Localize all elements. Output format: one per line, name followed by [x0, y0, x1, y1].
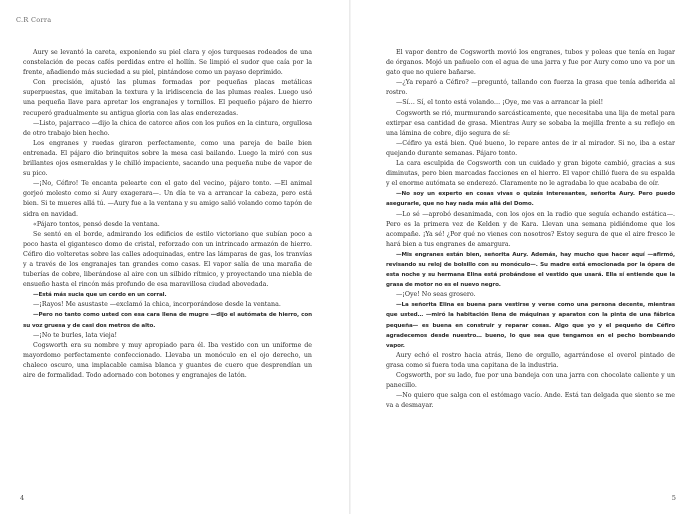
right-page-body: [386, 48, 675, 411]
paragraph: —Céfiro ya está bien. Qué bueno, lo repare antes de ir al mirador. Si no, iba a estar quejando durante semanas. Pájaro tonto.: [386, 139, 675, 157]
paragraph: —Está más sucia que un cerdo en un corral.: [33, 292, 167, 299]
paragraph: Cogsworth se rió, murmurando sarcásticamente, que necesitaba una lija de metal para extirpar esa cantidad de grasa. Mientras Aury se sobaba la mejilla frente a su reflejo en una lámina de cobre, dijo segura de sí:: [386, 109, 675, 137]
paragraph: Los engranes y ruedas giraron perfectamente, como una pareja de baile bien entrenada. El pájaro dio brinquitos sobre la mesa casi bailando. Luego la miró con sus brillantes ojos esmeraldas y le chilló impaciente, sacando una pequeña nube de vapor de su pico.: [23, 139, 312, 178]
paragraph: «Pájaro tontos, pensó desde la ventana.: [33, 220, 160, 228]
right-page-number: 5: [671, 494, 676, 502]
running-head-author: C.R Corra: [16, 16, 52, 24]
paragraph: Cogsworth, por su lado, fue por una bandeja con una jarra con chocolate caliente y un panecillo.: [386, 372, 675, 390]
paragraph: —Pero no tanto como usted con esa cara llena de mugre —dijo el autómata de hierro, con su voz gruesa y de casi dos metros de alto.: [23, 312, 312, 329]
paragraph: —La señorita Elina es buena para vestirse y verse como una persona decente, mientras que usted… —miró la habitación llena de máquinas y aparatos con la pinta de una fábrica pequeña— es buena en construir y reparar cosas. Algo que yo y el pequeño de Céfiro agradecemos desde nuestro… bueno, lo que sea que tengamos en el pecho bombeando vapor.: [386, 302, 675, 349]
left-page-body: [23, 48, 312, 381]
paragraph: —No quiero que salga con el estómago vacío. Ande. Está tan delgada que siento se me va a desmayar.: [386, 392, 675, 410]
paragraph: —¡No te burles, lata vieja!: [33, 331, 118, 339]
paragraph: —No soy un experto en cosas vivas o quizás interesantes, señorita Aury. Pero puedo asegurarle, que no hay nada más allá del Domo.: [386, 191, 675, 208]
paragraph: Aury echó el rostro hacia atrás, lleno de orgullo, agarrándose el overol pintado de grasa como si fuera toda una capitana de la industria.: [386, 351, 675, 369]
paragraph: La cara esculpida de Cogsworth con un cuidado y gran bigote cambió, gracias a sus diminutas, pero bien marcadas facciones en el hierro. El vapor chilló fuera de su espalda y el enorme autómata se enderezó. Claramente no le agradaba lo que acababa de oír.: [386, 160, 675, 188]
right-page: [350, 0, 700, 514]
paragraph: Aury se levantó la careta, exponiendo su piel clara y ojos turquesas rodeados de una constelación de pecas cafés perdidas entre el hollín. Se limpió el sudor que caía por la frente, añadiendo más suciedad a su piel, pintándose como un payaso deprimido.: [23, 49, 312, 77]
paragraph: —¡Oye! No seas grosero.: [396, 291, 476, 299]
paragraph: —Sí… Sí, el tonto está volando… ¡Oye, me vas a arrancar la piel!: [396, 99, 604, 107]
left-page-number: 4: [20, 494, 25, 502]
paragraph: Con precisión, ajustó las plumas formadas por pequeñas placas metálicas superpuestas, que imitaban la textura y la iridiscencia de las plumas reales. Luego usó una pequeña llave para apretar los engranajes y tornillos. El pequeño pájaro de hierro recuperó gradualmente su antigua gloria con las alas enderezadas.: [23, 79, 312, 117]
paragraph: —Listo, pajarraco —dijo la chica de catorce años con los puños en la cintura, orgullosa de otro trabajo bien hecho.: [23, 119, 312, 137]
paragraph: —Lo sé —aprobó desanimada, con los ojos en la radio que seguía echando estática—. Pero es la primera vez de Kelden y de Kara. Llevan una semana pidiéndome que los acompañe. ¡Ya sé! ¿Por qué no vienes con nosotros? Estoy segura de que el aire fresco le hará bien a tus engranes de amargura.: [386, 210, 675, 248]
paragraph: Se sentó en el borde, admirando los edificios de estilo victoriano que subían poco a poco hasta el gigantesco domo de cristal, reforzado con un intrincado armazón de hierro. Céfiro dio volteretas sobre las calles adoquinadas, entre las lámparas de gas, los tranvías y a través de los engranajes tan grandes como casas. El vapor salía de una maraña de tuberías de cobre, liberándose al aire con un silbido rítmico, y proyectando una niebla de ensueño hasta el rincón más profundo de esa maravillosa ciudad abovedada.: [23, 230, 312, 289]
paragraph: —¿Ya reparó a Céfiro? —preguntó, tallando con fuerza la grasa que tenía adherida al rostro.: [386, 79, 675, 97]
paragraph: El vapor dentro de Cogsworth movió los engranes, tubos y poleas que tenía en lugar de órganos. Mojó un pañuelo con el agua de una jarra y fue por Aury como uno va por un gato que no quiere bañarse.: [386, 49, 675, 77]
paragraph: —¡Rayos! Me asustaste —exclamó la chica, incorporándose desde la ventana.: [33, 301, 281, 309]
paragraph: Cogsworth era su nombre y muy apropiado para él. Iba vestido con un uniforme de mayordomo perfectamente confeccionado. Llevaba un monóculo en el ojo derecho, un chaleco oscuro, una implacable camisa blanca y guantes de cuero que desprendían un aire de formalidad. Todo adornado con botones y engranajes de latón.: [23, 341, 312, 379]
paragraph: —¡No, Céfiro! Te encanta pelearte con el gato del vecino, pájaro tonto. —El animal gorjeó molesto como si Aury exagerara—. Un día te va a arrancar la cabeza, pero está bien. Si te mueres allá tú. —Aury fue a la ventana y su amigo salió volando como tapón de sidra en navidad.: [23, 180, 312, 218]
paragraph: —Mis engranes están bien, señorita Aury. Además, hay mucho que hacer aquí —afirmó, revisando su reloj de bolsillo con su monóculo—. Su madre está emocionada por la ópera de esta noche y su hermana Elina está probándose el vestido que usará. Ella sí entiende que la grasa de motor no es el nuevo negro.: [386, 251, 675, 289]
